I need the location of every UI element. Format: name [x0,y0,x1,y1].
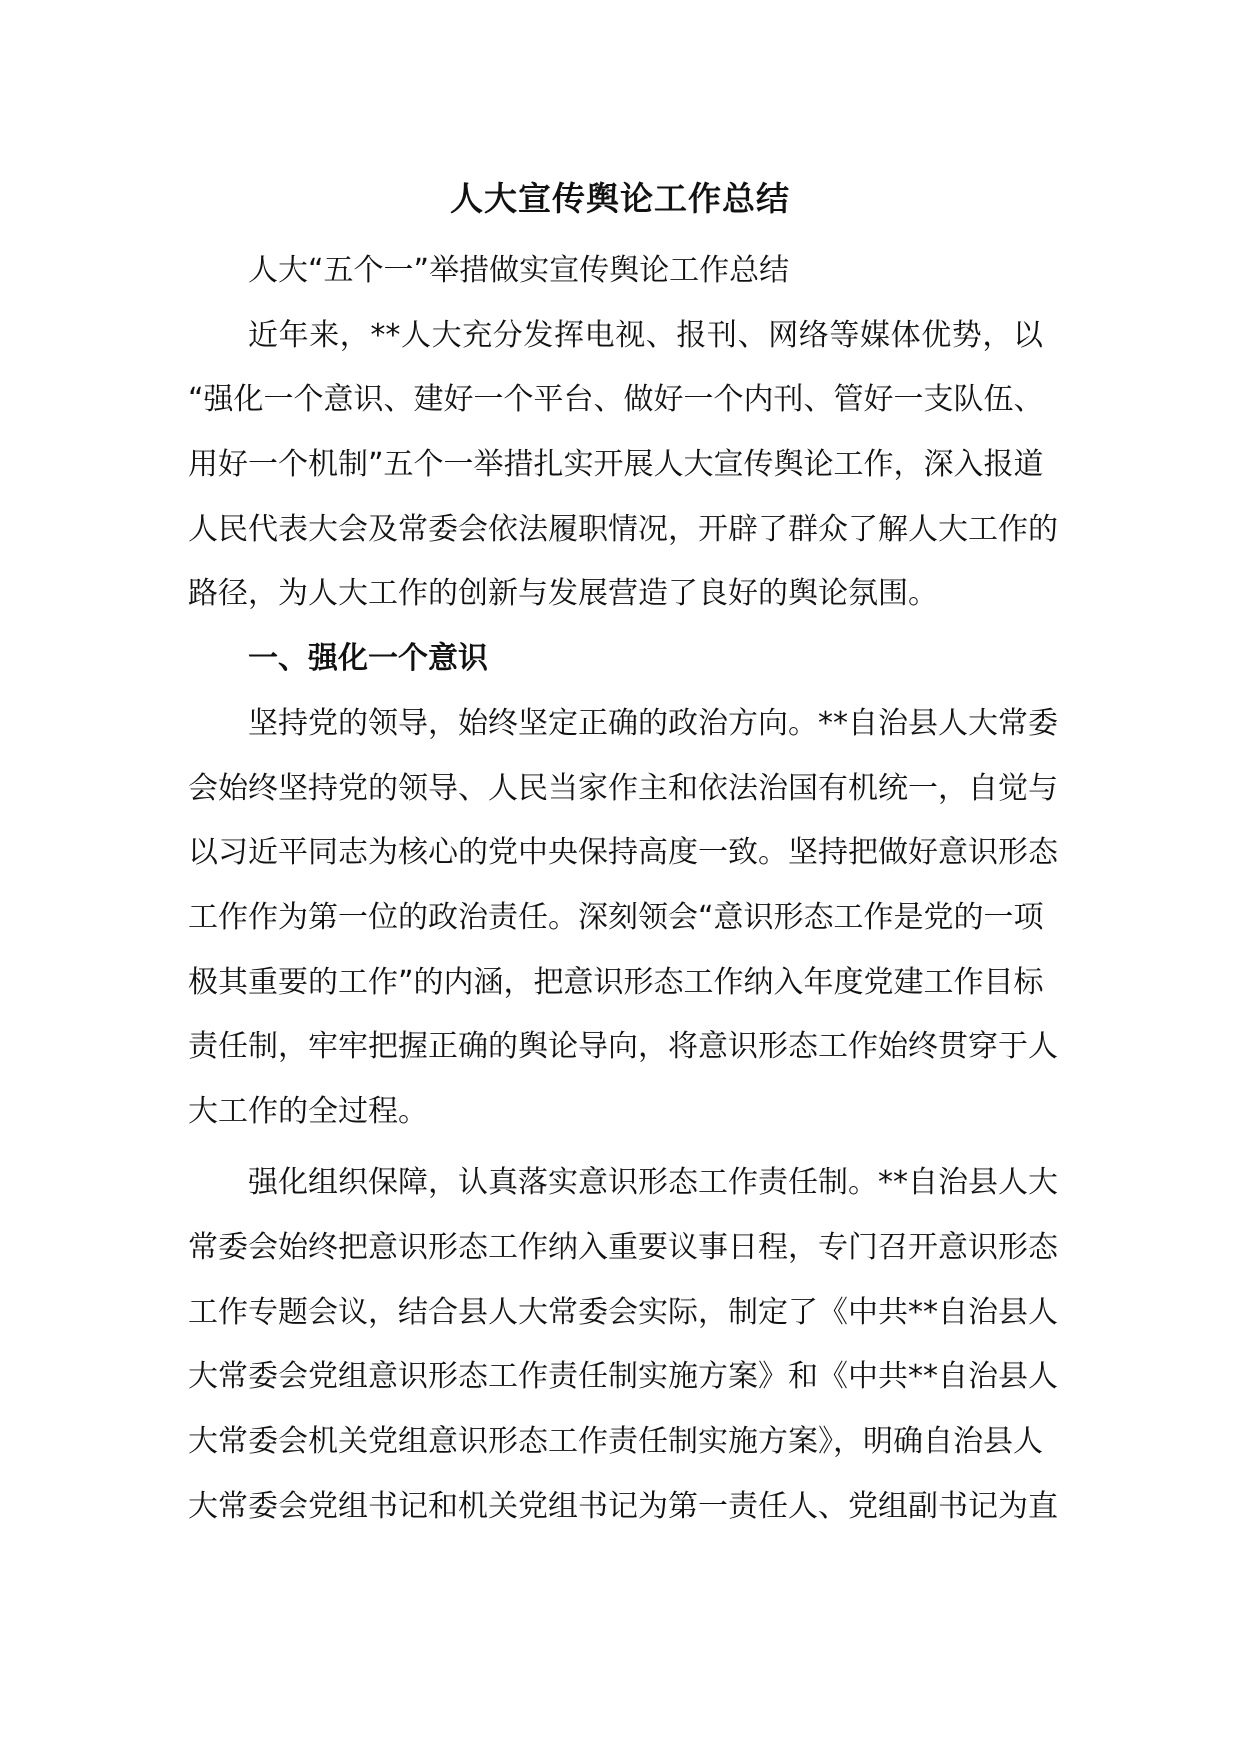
document-subtitle: 人大“五个一”举措做实宣传舆论工作总结 [248,253,790,288]
paragraph-line: 大常委会党组书记和机关党组书记为第一责任人、党组副书记为直 [188,1489,1058,1524]
intro-line: 近年来，**人大充分发挥电视、报刊、网络等媒体优势，以 [248,318,1043,353]
paragraph-line: 工作专题会议，结合县人大常委会实际，制定了《中共**自治县人 [188,1295,1058,1330]
intro-line: 人民代表大会及常委会依法履职情况，开辟了群众了解人大工作的 [188,512,1058,547]
paragraph-line: 以习近平同志为核心的党中央保持高度一致。坚持把做好意识形态 [188,835,1058,870]
paragraph-line: 大常委会机关党组意识形态工作责任制实施方案》，明确自治县人 [188,1424,1043,1459]
paragraph-line: 大工作的全过程。 [188,1094,428,1129]
paragraph-line: 工作作为第一位的政治责任。深刻领会“意识形态工作是党的一项 [188,900,1044,935]
document-title: 人大宣传舆论工作总结 [450,179,790,218]
intro-line: 用好一个机制”五个一举措扎实开展人大宣传舆论工作，深入报道 [188,447,1044,482]
paragraph-line: 会始终坚持党的领导、人民当家作主和依法治国有机统一，自觉与 [188,771,1058,806]
paragraph-line: 责任制，牢牢把握正确的舆论导向，将意识形态工作始终贯穿于人 [188,1029,1058,1064]
intro-line: “强化一个意识、建好一个平台、做好一个内刊、管好一支队伍、 [188,382,1044,417]
paragraph-line: 强化组织保障，认真落实意识形态工作责任制。**自治县人大 [248,1165,1058,1200]
section-heading: 一、强化一个意识 [248,641,488,676]
paragraph-line: 极其重要的工作”的内涵，把意识形态工作纳入年度党建工作目标 [188,965,1044,1000]
paragraph-line: 大常委会党组意识形态工作责任制实施方案》和《中共**自治县人 [188,1359,1058,1394]
intro-line: 路径，为人大工作的创新与发展营造了良好的舆论氛围。 [188,576,938,611]
paragraph-line: 常委会始终把意识形态工作纳入重要议事日程，专门召开意识形态 [188,1230,1058,1265]
paragraph-line: 坚持党的领导，始终坚定正确的政治方向。**自治县人大常委 [248,706,1058,741]
